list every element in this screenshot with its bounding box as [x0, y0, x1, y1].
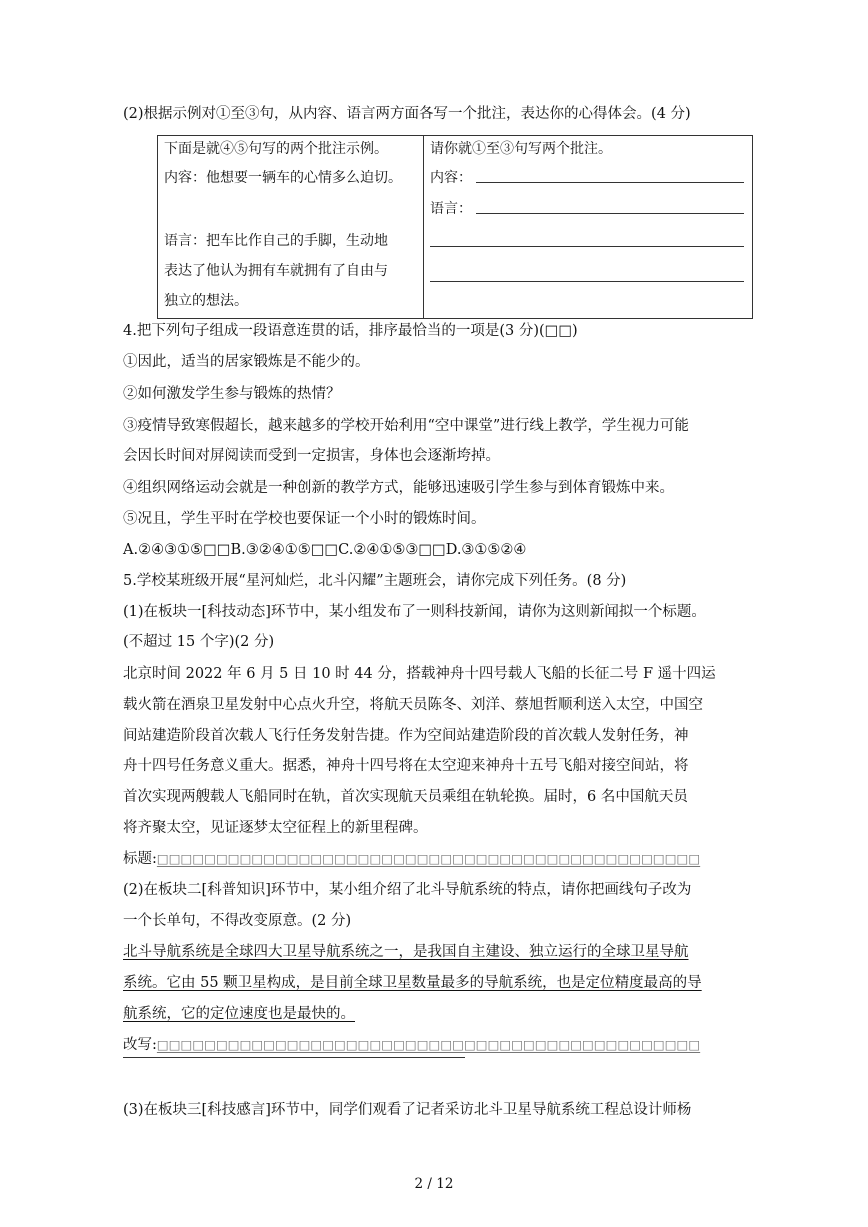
news-line: 首次实现两艘载人飞船同时在轨，首次实现航天员乘组在轨轮换。届时，6 名中国航天员	[123, 789, 688, 805]
q3-part2-prompt: (2)根据示例对①至③句，从内容、语言两方面各写一个批注，表达你的心得体会。(4 分)	[123, 106, 691, 122]
q5-part2-prompt-b: 一个长单句，不得改变原意。(2 分)	[123, 913, 352, 929]
answer-blank-line-2[interactable]	[430, 281, 744, 282]
example-language-3: 独立的想法。	[164, 293, 248, 309]
q4-sentence-1: ①因此，适当的居家锻炼是不能少的。	[123, 354, 370, 370]
q5-part1-prompt-b: (不超过 15 个字)(2 分)	[123, 634, 275, 650]
q4-stem: 4.把下列句子组成一段语意连贯的话，排序最恰当的一项是(3 分)(□□)	[123, 323, 578, 339]
page-number: 2 / 12	[414, 1176, 454, 1192]
rewrite-answer-blank[interactable]: □□□□□□□□□□□□□□□□□□□□□□□□□□□□□□□□□□□□□□□□□□□□□□	[156, 1037, 701, 1052]
example-content: 内容：他想要一辆车的心情多么迫切。	[164, 170, 402, 186]
news-line: 舟十四号任务意义重大。据悉，神舟十四号将在太空迎来神舟十五号飞船对接空间站，将	[123, 758, 689, 774]
title-answer-blank[interactable]: □□□□□□□□□□□□□□□□□□□□□□□□□□□□□□□□□□□□□□□□□□□□□□	[156, 851, 701, 866]
q4-sentence-4: ④组织网络运动会就是一种创新的教学方式，能够迅速吸引学生参与到体育锻炼中来。	[123, 480, 674, 496]
annotation-table	[157, 135, 753, 319]
q4-options: A.②④③①⑤□□B.③②④①⑤□□C.②④①⑤③□□D.③①⑤②④	[123, 542, 527, 558]
rewrite-answer-row	[123, 1035, 700, 1055]
answer-blank-line-1[interactable]	[430, 246, 744, 247]
example-language-1: 语言：把车比作自己的手脚，生动地	[164, 233, 388, 249]
q5-part2-prompt-a: (2)在板块二[科普知识]环节中，某小组介绍了北斗导航系统的特点，请你把画线句子改为	[123, 882, 692, 898]
underlined-sentence-line: 北斗导航系统是全球四大卫星导航系统之一，是我国自主建设、独立运行的全球卫星导航	[123, 944, 689, 960]
answer-language-line[interactable]	[476, 213, 744, 214]
q5-part3-prompt: (3)在板块三[科技感言]环节中，同学们观看了记者采访北斗卫星导航系统工程总设计师杨	[123, 1102, 692, 1118]
q4-sentence-3a: ③疫情导致寒假超长，越来越多的学校开始利用“空中课堂”进行线上教学，学生视力可能	[123, 418, 689, 434]
footnote-divider	[123, 1057, 465, 1058]
underlined-sentence-line: 航系统，它的定位速度也是最快的。	[123, 1006, 355, 1022]
news-line: 将齐聚太空，见证逐梦太空征程上的新里程碑。	[123, 820, 428, 836]
q4-sentence-3b: 会因长时间对屏阅读而受到一定损害，身体也会逐渐垮掉。	[123, 448, 500, 464]
answer-intro: 请你就①至③句写两个批注。	[430, 141, 612, 157]
example-cell	[158, 136, 424, 319]
answer-content-line[interactable]	[476, 182, 744, 183]
underlined-sentence-line: 系统。它由 55 颗卫星构成，是目前全球卫星数量最多的导航系统，也是定位精度最高的导	[123, 975, 702, 991]
answer-cell	[424, 136, 753, 319]
title-label: 标题:	[123, 851, 157, 867]
q5-stem: 5.学校某班级开展“星河灿烂，北斗闪耀”主题班会，请你完成下列任务。(8 分)	[123, 573, 627, 589]
answer-language-label: 语言：	[430, 201, 472, 217]
answer-content-label: 内容：	[430, 170, 472, 186]
example-intro: 下面是就④⑤句写的两个批注示例。	[164, 141, 388, 157]
news-line: 北京时间 2022 年 6 月 5 日 10 时 44 分，搭载神舟十四号载人飞船的长征二号 F 遥十四运	[123, 666, 716, 682]
q4-sentence-5: ⑤况且，学生平时在学校也要保证一个小时的锻炼时间。	[123, 511, 486, 527]
news-line: 载火箭在酒泉卫星发射中心点火升空，将航天员陈冬、刘洋、蔡旭哲顺利送入太空，中国空	[123, 697, 703, 713]
example-language-2: 表达了他认为拥有车就拥有了自由与	[164, 263, 388, 279]
title-answer-row	[123, 849, 700, 869]
q4-sentence-2: ②如何激发学生参与锻炼的热情？	[123, 386, 341, 402]
rewrite-label: 改写:	[123, 1037, 157, 1053]
q5-part1-prompt-a: (1)在板块一[科技动态]环节中，某小组发布了一则科技新闻，请你为这则新闻拟一个标题。	[123, 604, 706, 620]
news-line: 间站建造阶段首次载人飞行任务发射告捷。作为空间站建造阶段的首次载人发射任务，神	[123, 728, 689, 744]
